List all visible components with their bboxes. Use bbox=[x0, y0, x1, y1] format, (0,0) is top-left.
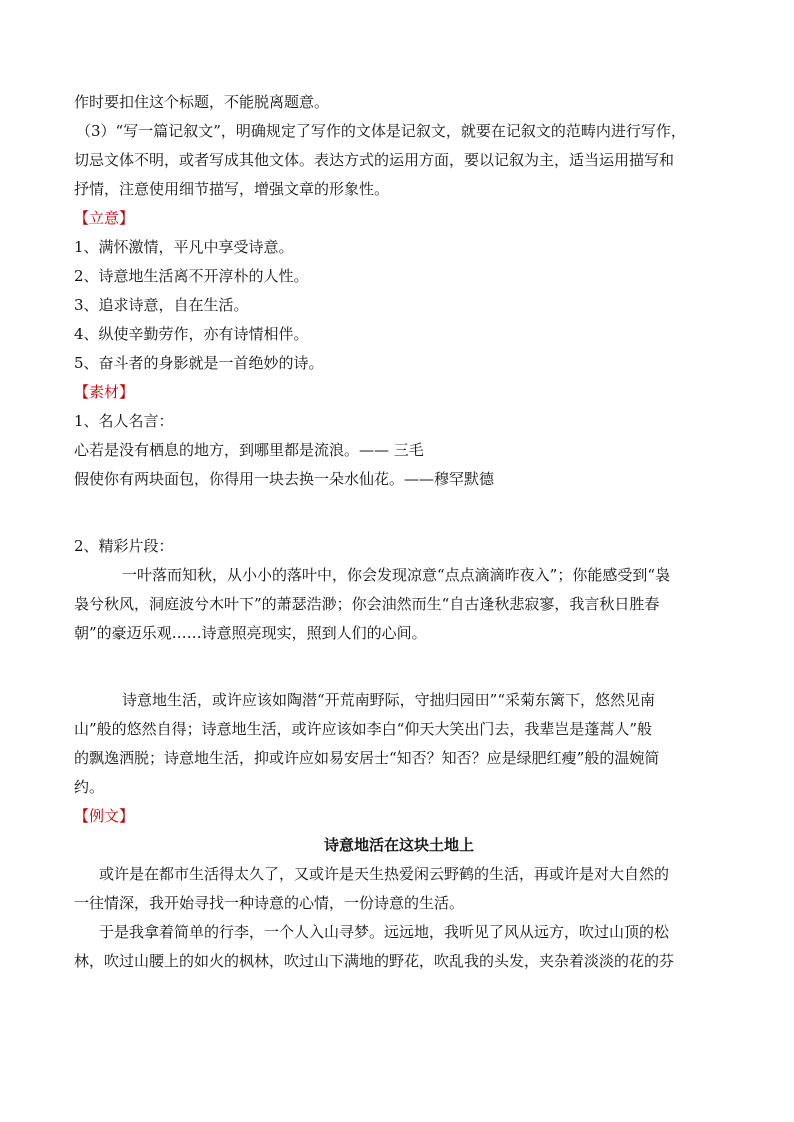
essay-paragraph-2 bbox=[74, 918, 724, 976]
spacer bbox=[74, 648, 724, 686]
spacer bbox=[74, 494, 724, 532]
text-line: 或许是在都市生活得太久了，又或许是天生热爱闲云野鹤的生活，再或许是对大自然的 bbox=[99, 865, 670, 883]
intro-paragraph bbox=[74, 88, 724, 204]
text-line: （3）“写一篇记叙文”，明确规定了写作的文体是记叙文，就要在记叙文的范畴内进行写作， bbox=[76, 122, 686, 140]
text-line: 诗意地生活，或许应该如陶潜“开荒南野际，守拙归园田”“采菊东篱下，悠然见南 bbox=[122, 691, 656, 709]
text-line: 作时要扣住这个标题，不能脱离题意。 bbox=[74, 93, 330, 111]
text-line: 林，吹过山腰上的如火的枫林，吹过山下满地的野花，吹乱我的头发，夹杂着淡淡的花的芬 bbox=[74, 952, 675, 970]
text-line: 于是我拿着简单的行李，一个人入山寻梦。远远地，我听见了风从远方，吹过山顶的松 bbox=[99, 923, 670, 941]
liyi-section bbox=[74, 204, 724, 378]
list-item: 2、诗意地生活离不开淳朴的人性。 bbox=[74, 267, 309, 285]
text-line: 的飘逸洒脱；诗意地生活，抑或许应如易安居士“知否？知否？应是绿肥红瘦”般的温婉简 bbox=[74, 749, 660, 767]
fragments-label: 2、精彩片段： bbox=[74, 537, 174, 555]
section-heading-liwen: 【例文】 bbox=[74, 807, 135, 825]
list-item: 5、奋斗者的身影就是一首绝妙的诗。 bbox=[74, 354, 324, 372]
text-line: 朝”的豪迈乐观……诗意照亮现实，照到人们的心间。 bbox=[74, 624, 427, 642]
text-line: 一叶落而知秋，从小小的落叶中，你会发现凉意“点点滴滴昨夜入”；你能感受到“袅 bbox=[122, 566, 671, 584]
section-heading-liyi: 【立意】 bbox=[74, 209, 135, 227]
liwen-section bbox=[74, 802, 724, 976]
section-heading-sucai: 【素材】 bbox=[74, 383, 135, 401]
essay-paragraph-1 bbox=[74, 860, 724, 918]
text-line: 切忌文体不明，或者写成其他文体。表达方式的运用方面，要以记叙为主，适当运用描写和 bbox=[74, 151, 675, 169]
document-page bbox=[74, 88, 724, 976]
quote-line: 假使你有两块面包，你得用一块去换一朵水仙花。——穆罕默德 bbox=[74, 470, 495, 488]
text-line: 一往情深，我开始寻找一种诗意的心情，一份诗意的生活。 bbox=[74, 894, 465, 912]
essay-title: 诗意地活在这块土地上 bbox=[323, 836, 474, 854]
text-line: 抒情，注意使用细节描写，增强文章的形象性。 bbox=[74, 180, 390, 198]
list-item: 4、纵使辛勤劳作，亦有诗情相伴。 bbox=[74, 325, 309, 343]
fragment-paragraph-1 bbox=[74, 561, 724, 648]
text-line: 袅兮秋风，洞庭波兮木叶下”的萧瑟浩渺；你会油然而生“自古逢秋悲寂寥，我言秋日胜春 bbox=[74, 595, 660, 613]
text-line: 山”般的悠然自得；诗意地生活，或许应该如李白“仰天大笑出门去，我辈岂是蓬蒿人”般 bbox=[74, 720, 653, 738]
quotes-label: 1、名人名言： bbox=[74, 412, 174, 430]
list-item: 1、满怀激情，平凡中享受诗意。 bbox=[74, 238, 294, 256]
sucai-section bbox=[74, 378, 724, 802]
quote-line: 心若是没有栖息的地方，到哪里都是流浪。—— 三毛 bbox=[74, 441, 424, 459]
list-item: 3、追求诗意，自在生活。 bbox=[74, 296, 249, 314]
fragment-paragraph-2 bbox=[74, 686, 724, 802]
text-line: 约。 bbox=[74, 778, 105, 796]
